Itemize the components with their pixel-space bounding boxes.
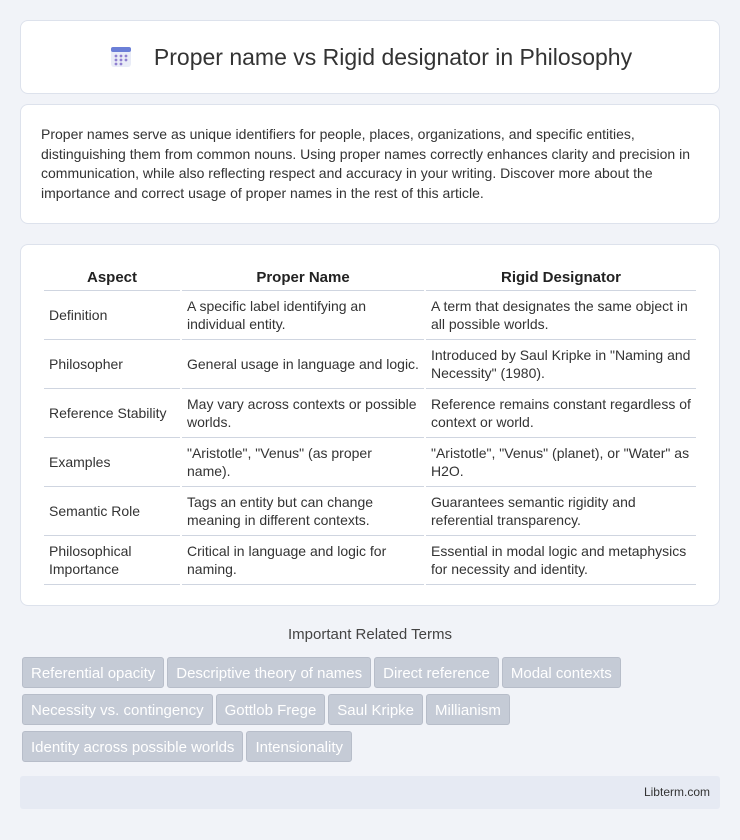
table-cell: Examples xyxy=(44,438,180,487)
table-cell: A term that designates the same object in all possible worlds. xyxy=(426,291,696,340)
tag-descriptive-theory-of-names[interactable]: Descriptive theory of names xyxy=(167,657,371,688)
table-cell: "Aristotle", "Venus" (planet), or "Water" as H2O. xyxy=(426,438,696,487)
table-row xyxy=(44,536,696,585)
comparison-table xyxy=(42,265,698,585)
related-terms-tags xyxy=(22,657,722,768)
table-cell: Guarantees semantic rigidity and referential transparency. xyxy=(426,487,696,536)
table-cell: General usage in language and logic. xyxy=(182,340,424,389)
tag-direct-reference[interactable]: Direct reference xyxy=(374,657,499,688)
table-cell: Reference remains constant regardless of context or world. xyxy=(426,389,696,438)
table-cell: "Aristotle", "Venus" (as proper name). xyxy=(182,438,424,487)
table-cell: Critical in language and logic for naming. xyxy=(182,536,424,585)
footer xyxy=(20,776,720,809)
footer-site-link[interactable]: Libterm.com xyxy=(643,785,710,799)
table-cell: Tags an entity but can change meaning in different contexts. xyxy=(182,487,424,536)
tag-saul-kripke[interactable]: Saul Kripke xyxy=(328,694,423,725)
table-row xyxy=(44,340,696,389)
related-terms-title: Important Related Terms xyxy=(288,626,452,643)
table-cell: Philosopher xyxy=(44,340,180,389)
table-cell: A specific label identifying an individual entity. xyxy=(182,291,424,340)
table-cell: Reference Stability xyxy=(44,389,180,438)
comparison-table-card xyxy=(20,244,720,606)
tag-millianism[interactable]: Millianism xyxy=(426,694,510,725)
column-header-proper-name: Proper Name xyxy=(182,265,424,291)
table-cell: May vary across contexts or possible worlds. xyxy=(182,389,424,438)
table-cell: Essential in modal logic and metaphysics for necessity and identity. xyxy=(426,536,696,585)
tag-gottlob-frege[interactable]: Gottlob Frege xyxy=(216,694,326,725)
table-header-row xyxy=(44,265,696,291)
table-row xyxy=(44,438,696,487)
table-row xyxy=(44,389,696,438)
tag-identity-across-possible-worlds[interactable]: Identity across possible worlds xyxy=(22,731,243,762)
table-row xyxy=(44,291,696,340)
page-title: Proper name vs Rigid designator in Philosophy xyxy=(153,43,633,70)
tag-modal-contexts[interactable]: Modal contexts xyxy=(502,657,621,688)
table-cell: Philosophical Importance xyxy=(44,536,180,585)
header-card xyxy=(20,20,720,94)
tag-referential-opacity[interactable]: Referential opacity xyxy=(22,657,164,688)
calendar-grid-icon xyxy=(108,44,134,70)
table-cell: Definition xyxy=(44,291,180,340)
table-cell: Introduced by Saul Kripke in "Naming and Necessity" (1980). xyxy=(426,340,696,389)
intro-text: Proper names serve as unique identifiers for people, places, organizations, and specific entities, distinguishing them from common nouns. Using proper names correctly enhances clarity and precision in communication, while also reflecting respect and accuracy in your writing. Discover more about the importance and correct usage of proper names in the rest of this article. xyxy=(41,126,690,201)
intro-card xyxy=(20,104,720,224)
column-header-rigid-designator: Rigid Designator xyxy=(426,265,696,291)
tag-intensionality[interactable]: Intensionality xyxy=(246,731,352,762)
column-header-aspect: Aspect xyxy=(44,265,180,291)
table-row xyxy=(44,487,696,536)
table-cell: Semantic Role xyxy=(44,487,180,536)
tag-necessity-vs-contingency[interactable]: Necessity vs. contingency xyxy=(22,694,213,725)
